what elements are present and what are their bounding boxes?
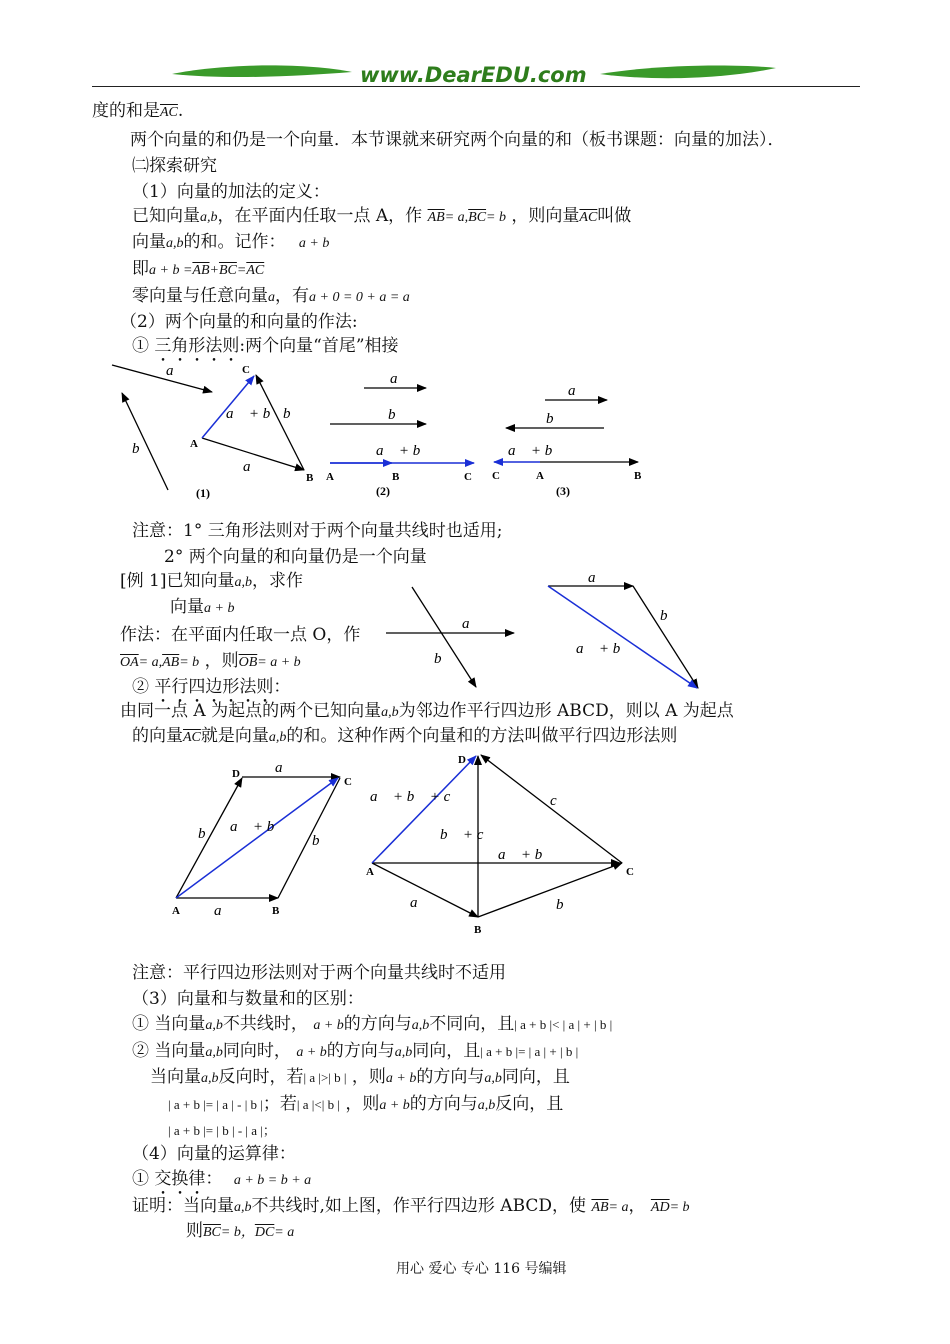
text-line: ① 交换律： a + b = b + a	[132, 1169, 312, 1189]
text-line: 作法：在平面内任取一点 O，作	[120, 625, 361, 645]
vec-a-label: a⃗	[275, 760, 295, 776]
vector-sum3-AD	[372, 756, 476, 863]
vec-a-label: a⃗	[214, 903, 234, 919]
text-line: 两个向量的和仍是一个向量．本节课就来研究两个向量的和（板书课题：向量的加法）．	[130, 130, 785, 150]
text-line: ② 当向量a,b同向时， a + b的方向与a,b同向，且| a + b |= | a | + | b |	[132, 1041, 579, 1061]
point-B-label: B	[634, 470, 642, 482]
note-line: 注意：平行四边形法则对于两个向量共线时不适用	[132, 963, 506, 983]
point-C-label: C	[626, 866, 634, 878]
point-C-label: C	[464, 471, 472, 483]
subsection-heading: （2）两个向量的和向量的作法:	[120, 312, 358, 332]
text-line: 的向量$\overline{AC}$就是向量a,b的和。这种作两个向量和的方法叫做平行四边形法则	[132, 726, 678, 746]
text-line: 即$a + b =\overline{AB}+\overline{BC}=\overline{AC}$	[132, 259, 265, 279]
point-B-label: B	[272, 905, 280, 917]
site-url-logo: www.DearEDU.com	[360, 63, 587, 87]
left-swoosh	[172, 65, 352, 77]
text-line: | a + b |= | a | - | b |；若| a |<| b | ，则a + b的方向与a,b反向，且	[168, 1094, 564, 1114]
subsection-heading: （1）向量的加法的定义：	[132, 182, 330, 202]
point-D-label: D	[458, 754, 466, 766]
text-line: ① 当向量a,b不共线时， a + b的方向与a,b不同向，且| a + b |< | a | + | b |	[132, 1014, 613, 1034]
vec-a-label: a⃗	[568, 383, 588, 399]
vec-b-label: b⃗	[283, 406, 303, 422]
note-line: 2° 两个向量的和向量仍是一个向量	[164, 547, 427, 567]
vec-sum-label: a⃗ + b⃗	[498, 847, 554, 863]
point-A-label: A	[172, 905, 180, 917]
page-footer: 用心 爱心 专心 116 号编辑	[396, 1261, 567, 1277]
text-line: 由同一点 A 为起点的两个已知向量a,b为邻边作平行四边形 ABCD，则以 A 为起点	[120, 701, 734, 721]
vec-b-label: b⃗	[434, 651, 454, 667]
right-swoosh	[600, 66, 776, 79]
vec-c-label: c⃗	[550, 793, 569, 809]
vec-b-label: b⃗	[312, 833, 332, 849]
text-line: 向量a,b的和。记作： a + b	[132, 232, 330, 252]
vec-bc-label: b⃗ + c⃗	[440, 827, 496, 843]
vec-b-label: b⃗	[198, 826, 218, 842]
parallelogram-rule-figures	[0, 745, 950, 945]
vec-sum3-label: a⃗ + b⃗ + c⃗	[370, 789, 462, 805]
point-C-label: C	[492, 470, 500, 482]
text-line: 则$\overline{BC}= b$，$\overline{DC}= a$	[186, 1221, 295, 1241]
text-line: 零向量与任意向量a，有a + 0 = 0 + a = a	[132, 286, 410, 306]
vec-a-label: a⃗	[410, 895, 430, 911]
point-B-label: B	[474, 924, 482, 936]
text-line: 当向量a,b反向时，若| a |>| b | ，则a + b的方向与a,b同向，且	[150, 1067, 570, 1087]
vec-sum-label: a⃗ + b⃗	[508, 443, 564, 459]
text-line: ① 三角形法则:两个向量“首尾”相接	[132, 336, 399, 356]
vec-a-label: a⃗	[166, 363, 186, 379]
point-C-label: C	[344, 776, 352, 788]
figure-caption: (2)	[376, 484, 390, 498]
text-line: 度的和是$\overline{AC}$.	[92, 101, 184, 121]
vec-b-label: b⃗	[556, 897, 576, 913]
point-A-label: A	[190, 438, 198, 450]
vector-b-free	[412, 587, 476, 687]
vector-sum-tri	[548, 586, 697, 688]
vec-sum-label: a⃗ + b⃗	[226, 406, 282, 422]
point-B-label: B	[306, 472, 314, 484]
point-A-label: A	[536, 470, 544, 482]
figure-caption: (1)	[196, 486, 210, 500]
vec-b-label: b⃗	[660, 608, 680, 624]
subsection-heading: （3）向量和与数量和的区别：	[132, 989, 364, 1009]
vector-a-free	[112, 365, 212, 392]
point-C-label: C	[242, 364, 250, 376]
point-A-label: A	[366, 866, 374, 878]
text-line: 已知向量a,b，在平面内任取一点 A，作 $\overline{AB}= a,\overline{BC}= b$ ，则向量$\overline{AC}$叫做	[132, 206, 632, 226]
text-line: $\overline{OA}= a,\overline{AB}= b$ ，则$\overline{OB}= a + b$	[120, 651, 301, 671]
point-D-label: D	[232, 768, 240, 780]
vector-b-BC	[478, 863, 622, 917]
vec-a-label: a⃗	[588, 570, 608, 586]
vec-b-label: b⃗	[132, 441, 152, 457]
vec-a-label: a⃗	[390, 371, 410, 387]
text-line: 向量a + b	[170, 597, 235, 617]
vec-a-label: a⃗	[462, 616, 482, 632]
vec-sum-label: a⃗ + b⃗	[376, 443, 432, 459]
vector-b-tri	[633, 586, 698, 688]
vec-sum-label: a⃗ + b⃗	[230, 819, 286, 835]
subsection-heading: （4）向量的运算律：	[132, 1144, 296, 1164]
text-line: 证明：当向量a,b不共线时,如上图，作平行四边形 ABCD，使 $\overline{AB}= a$， $\overline{AD}= b$	[132, 1196, 690, 1216]
text-line: | a + b |= | b | - | a |；	[168, 1123, 276, 1138]
vec-b-label: b⃗	[388, 407, 408, 423]
point-B-label: B	[392, 471, 400, 483]
vector-b-tri	[256, 375, 304, 470]
section-heading: ㈡探索研究	[132, 156, 217, 176]
figure-caption: (3)	[556, 484, 570, 498]
note-line: 注意：1° 三角形法则对于两个向量共线时也适用;	[132, 521, 503, 541]
example-heading: [例 1]已知向量a,b，求作	[120, 571, 303, 591]
triangle-rule-figures	[0, 355, 950, 515]
vec-b-label: b⃗	[546, 411, 566, 427]
text-line: ② 平行四边形法则：	[132, 677, 291, 697]
vec-sum-label: a⃗ + b⃗	[576, 641, 632, 657]
header-rule	[92, 86, 860, 87]
point-A-label: A	[326, 471, 334, 483]
vec-a-label: a⃗	[243, 459, 263, 475]
